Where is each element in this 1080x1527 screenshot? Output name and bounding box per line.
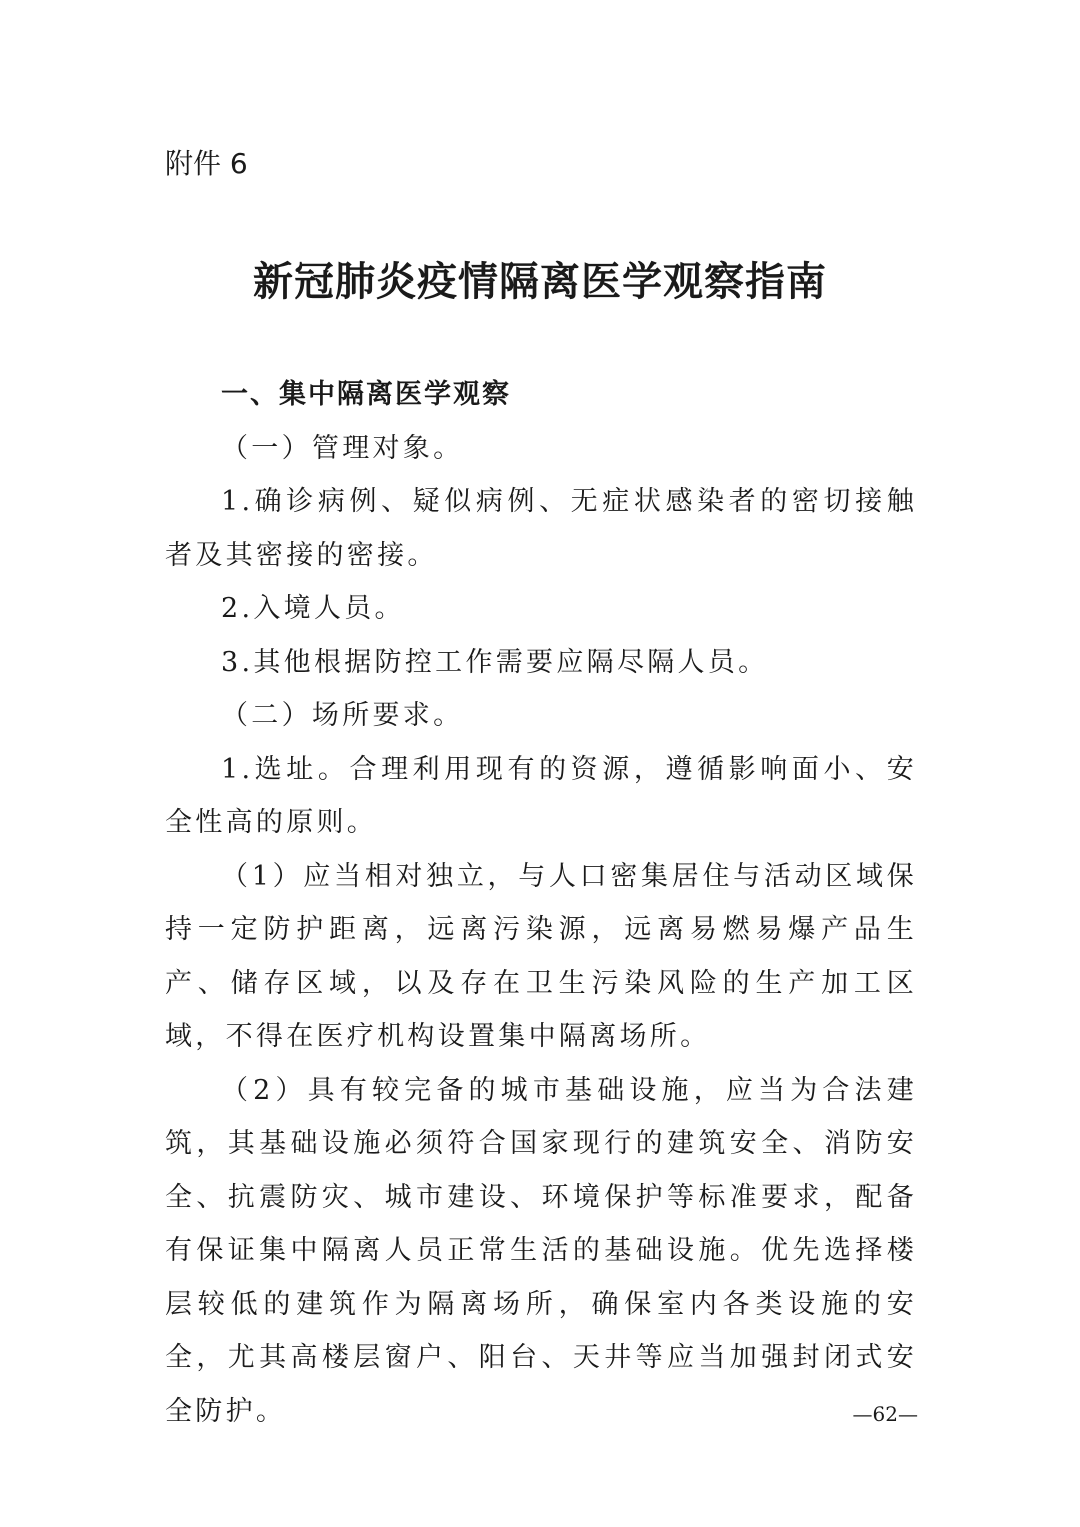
- attachment-label: 附件 6: [165, 147, 248, 180]
- subsection-heading: （一）管理对象。: [221, 432, 464, 464]
- body-paragraph: （1）应当相对独立，与人口密集居住与活动区域保持一定防护距离，远离污染源，远离易燃易爆产品生产、储存区域，以及存在卫生污染风险的生产加工区域，不得在医疗机构设置集中隔离场所。: [165, 860, 917, 1052]
- body-paragraph: 1.确诊病例、疑似病例、无症状感染者的密切接触者及其密接的密接。: [165, 486, 917, 571]
- body-paragraph: 1.选址。合理利用现有的资源，遵循影响面小、安全性高的原则。: [165, 753, 917, 838]
- subsection-heading: （二）场所要求。: [221, 700, 464, 731]
- section-heading: 一、集中隔离医学观察: [221, 379, 511, 410]
- body-paragraph: 3.其他根据防控工作需要应隔尽隔人员。: [221, 646, 769, 678]
- document-body: [165, 368, 917, 1438]
- document-title: 新冠肺炎疫情隔离医学观察指南: [253, 259, 827, 305]
- body-paragraph: 2.入境人员。: [221, 593, 405, 624]
- body-paragraph: （2）具有较完备的城市基础设施，应当为合法建筑，其基础设施必须符合国家现行的建筑安全、消防安全、抗震防灾、城市建设、环境保护等标准要求，配备有保证集中隔离人员正常生活的基础设施。优先选择楼层较低的建筑作为隔离场所，确保室内各类设施的安全，尤其高楼层窗户、阳台、天井等应当加强封闭式安全防护。: [165, 1074, 917, 1427]
- page-number: —62—: [852, 1402, 918, 1426]
